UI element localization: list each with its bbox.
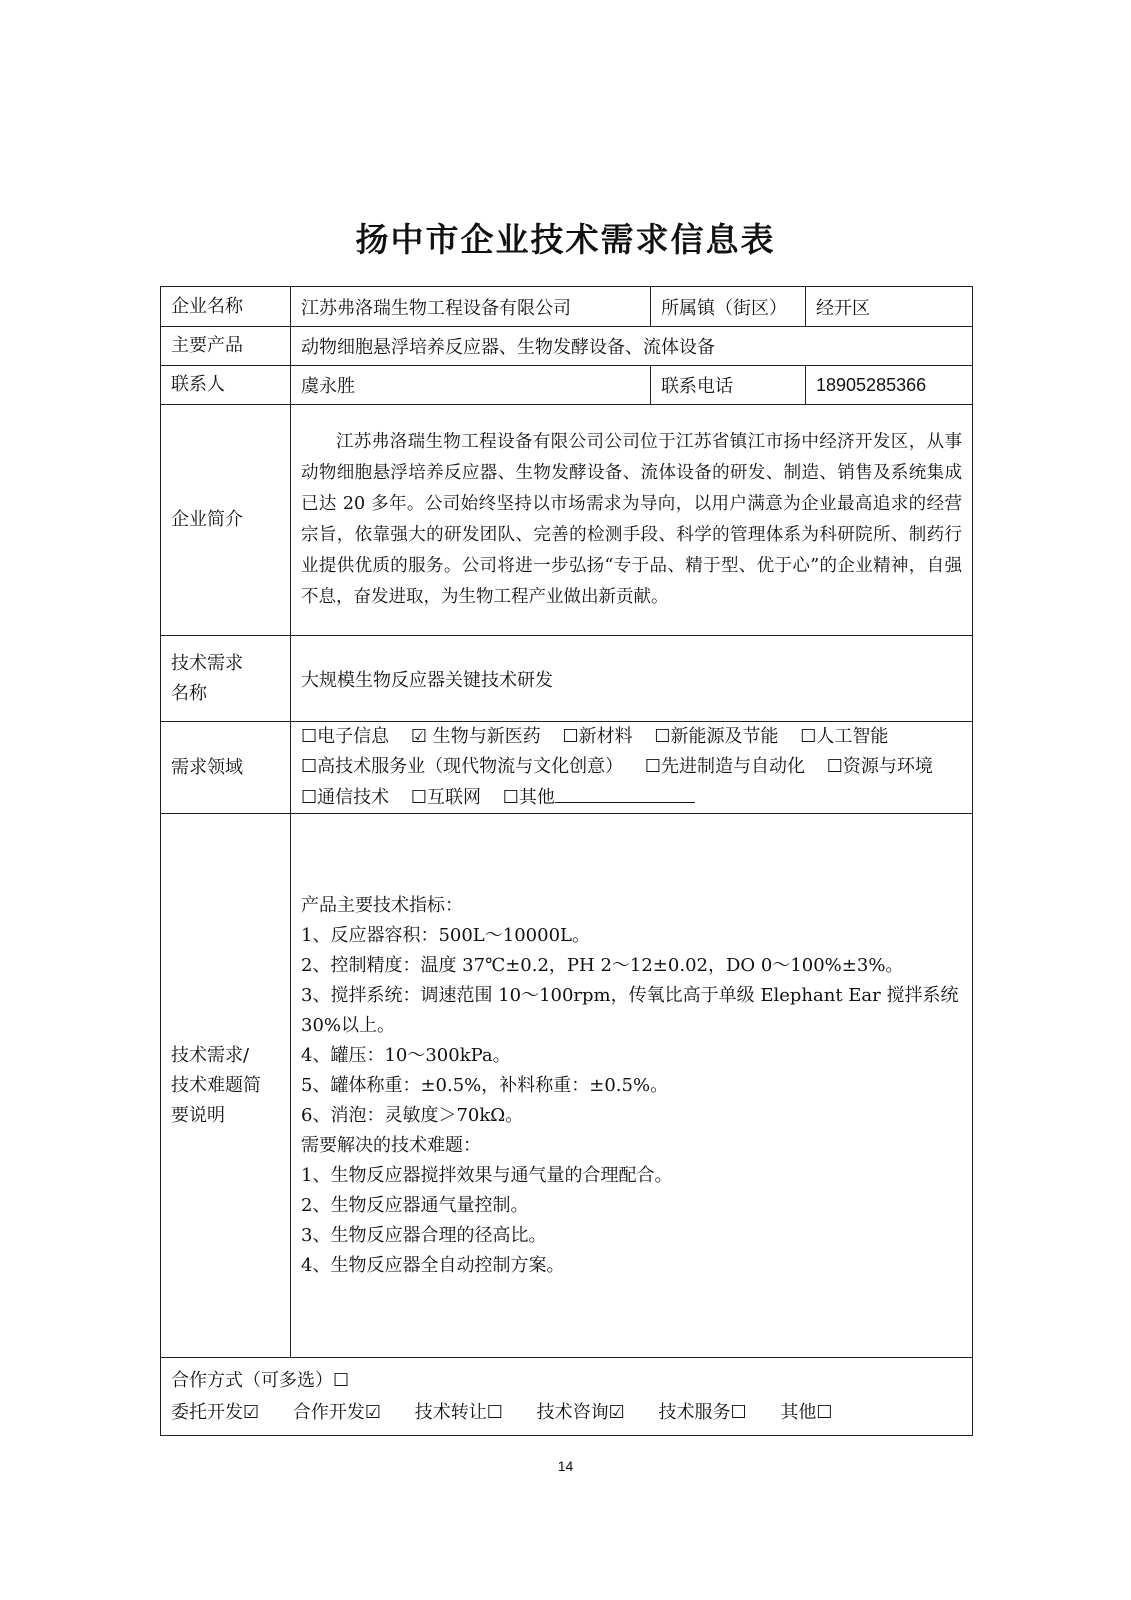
coop-option-transfer[interactable]: 技术转让☐ [414,1401,503,1423]
phone-value: 18905285366 [806,366,973,405]
cooperation-cell [161,1358,973,1436]
row-field [161,722,973,814]
row-contact [161,366,973,405]
field-option-telecom[interactable]: ☐通信技术 [301,787,390,808]
coop-option-service[interactable]: 技术服务☐ [658,1401,747,1423]
checkbox-icon: ☐ [826,756,843,777]
description-line: 需要解决的技术难题： [301,1134,481,1156]
intro-text: 江苏弗洛瑞生物工程设备有限公司公司位于江苏省镇江市扬中经济开发区，从事动物细胞悬浮培养反应器、生物发酵设备、流体设备的研发、制造、销售及系统集成已达 20 多年。公司始终坚持以市场需求为导向，以用户满意为企业最高追求的经营宗旨，依靠强大的研发团队、完善的检测手段、科学的管理体系为科研院所、制药行业提供优质的服务。公司将进一步弘扬“专于品、精于型、优于心”的企业精神，自强不息，奋发进取，为生物工程产业做出新贡献。 [301,432,962,607]
checkbox-icon: ☐ [644,756,662,777]
company-name: 江苏弗洛瑞生物工程设备有限公司 [291,287,651,327]
description-line: 5、罐体称重：±0.5%，补料称重：±0.5%。 [301,1074,669,1096]
checkbox-icon: ☐ [654,726,671,747]
checkbox-icon: ☐ [800,726,817,747]
product-value: 动物细胞悬浮培养反应器、生物发酵设备、流体设备 [291,327,973,366]
checkbox-icon: ☐ [301,756,318,777]
cooperation-label: 合作方式（可多选）☐ [171,1369,350,1391]
coop-option-joint-development[interactable]: 合作开发☑ [292,1401,382,1423]
district-value: 经开区 [806,287,973,327]
checkbox-icon: ☐ [410,787,428,808]
checkbox-checked-icon: ☑ [243,1401,260,1423]
checkbox-icon: ☐ [486,1401,503,1423]
row-cooperation [161,1358,973,1436]
description-line: 4、生物反应器全自动控制方案。 [301,1254,565,1276]
field-option-internet[interactable]: ☐互联网 [410,787,482,808]
coop-option-other[interactable]: 其他☐ [780,1401,833,1423]
checkbox-checked-icon: ☑ [608,1401,625,1423]
checkbox-icon: ☐ [502,787,519,808]
product-label: 主要产品 [161,327,291,366]
description-line: 6、消泡：灵敏度＞70kΩ。 [301,1104,524,1126]
contact-value: 虞永胜 [291,366,651,405]
cooperation-options [171,1397,962,1429]
district-label: 所属镇（街区） [651,287,806,327]
field-option-electronics[interactable]: ☐电子信息 [301,726,390,747]
field-option-new-energy[interactable]: ☐新能源及节能 [654,726,779,747]
row-company [161,287,973,327]
description-line: 3、生物反应器合理的径高比。 [301,1224,547,1246]
checkbox-icon: ☐ [730,1401,747,1423]
field-option-resources-environment[interactable]: ☐资源与环境 [826,756,933,777]
intro-cell [291,405,973,636]
row-product [161,327,973,366]
description-line: 1、反应器容积：500L～10000L。 [301,924,590,946]
row-description [161,814,973,1358]
field-options [291,722,973,814]
demand-name-value: 大规模生物反应器关键技术研发 [291,636,973,722]
checkbox-icon: ☐ [301,726,318,747]
demand-name-label-line2: 名称 [171,682,207,704]
row-intro [161,405,973,636]
coop-option-commissioned[interactable]: 委托开发☑ [171,1401,260,1423]
checkbox-icon: ☐ [301,787,318,808]
description-content [291,814,973,1358]
description-label-line2: 技术难题简 [171,1074,261,1096]
phone-label: 联系电话 [651,366,806,405]
checkbox-checked-icon: ☑ [410,726,428,747]
checkbox-icon: ☐ [562,726,579,747]
field-option-ai[interactable]: ☐人工智能 [800,726,889,747]
company-label: 企业名称 [161,287,291,327]
description-label-line3: 要说明 [171,1104,225,1126]
other-fill-blank[interactable] [555,782,695,803]
description-label [161,814,291,1358]
tech-demand-form [160,286,973,1436]
field-label: 需求领域 [161,722,291,814]
description-line: 2、生物反应器通气量控制。 [301,1194,529,1216]
description-label-line1: 技术需求/ [171,1044,250,1066]
description-line: 产品主要技术指标： [301,894,463,916]
document-title: 扬中市企业技术需求信息表 [355,220,776,259]
row-demand-name [161,636,973,722]
field-option-other[interactable]: ☐其他 [503,787,695,808]
description-line: 3、搅拌系统：调速范围 10～100rpm，传氧比高于单级 Elephant Ear 搅拌系统 30%以上。 [301,984,959,1036]
field-option-hightech-services[interactable]: ☐高技术服务业（现代物流与文化创意） [301,756,624,777]
description-line: 4、罐压：10～300kPa。 [301,1044,511,1066]
contact-label: 联系人 [161,366,291,405]
checkbox-checked-icon: ☑ [364,1401,382,1423]
demand-name-label-line1: 技术需求 [171,652,243,674]
description-line: 2、控制精度：温度 37℃±0.2，PH 2～12±0.02，DO 0～100%±3%。 [301,954,904,976]
field-option-biomedicine[interactable]: ☑ 生物与新医药 [410,726,541,747]
field-option-new-materials[interactable]: ☐新材料 [562,726,633,747]
checkbox-icon: ☐ [816,1401,833,1423]
description-line: 1、生物反应器搅拌效果与通气量的合理配合。 [301,1164,673,1186]
field-option-advanced-manufacturing[interactable]: ☐先进制造与自动化 [644,756,806,777]
page-number: 14 [557,1458,574,1474]
coop-option-consulting[interactable]: 技术咨询☑ [536,1401,625,1423]
demand-name-label [161,636,291,722]
intro-label: 企业简介 [161,405,291,636]
